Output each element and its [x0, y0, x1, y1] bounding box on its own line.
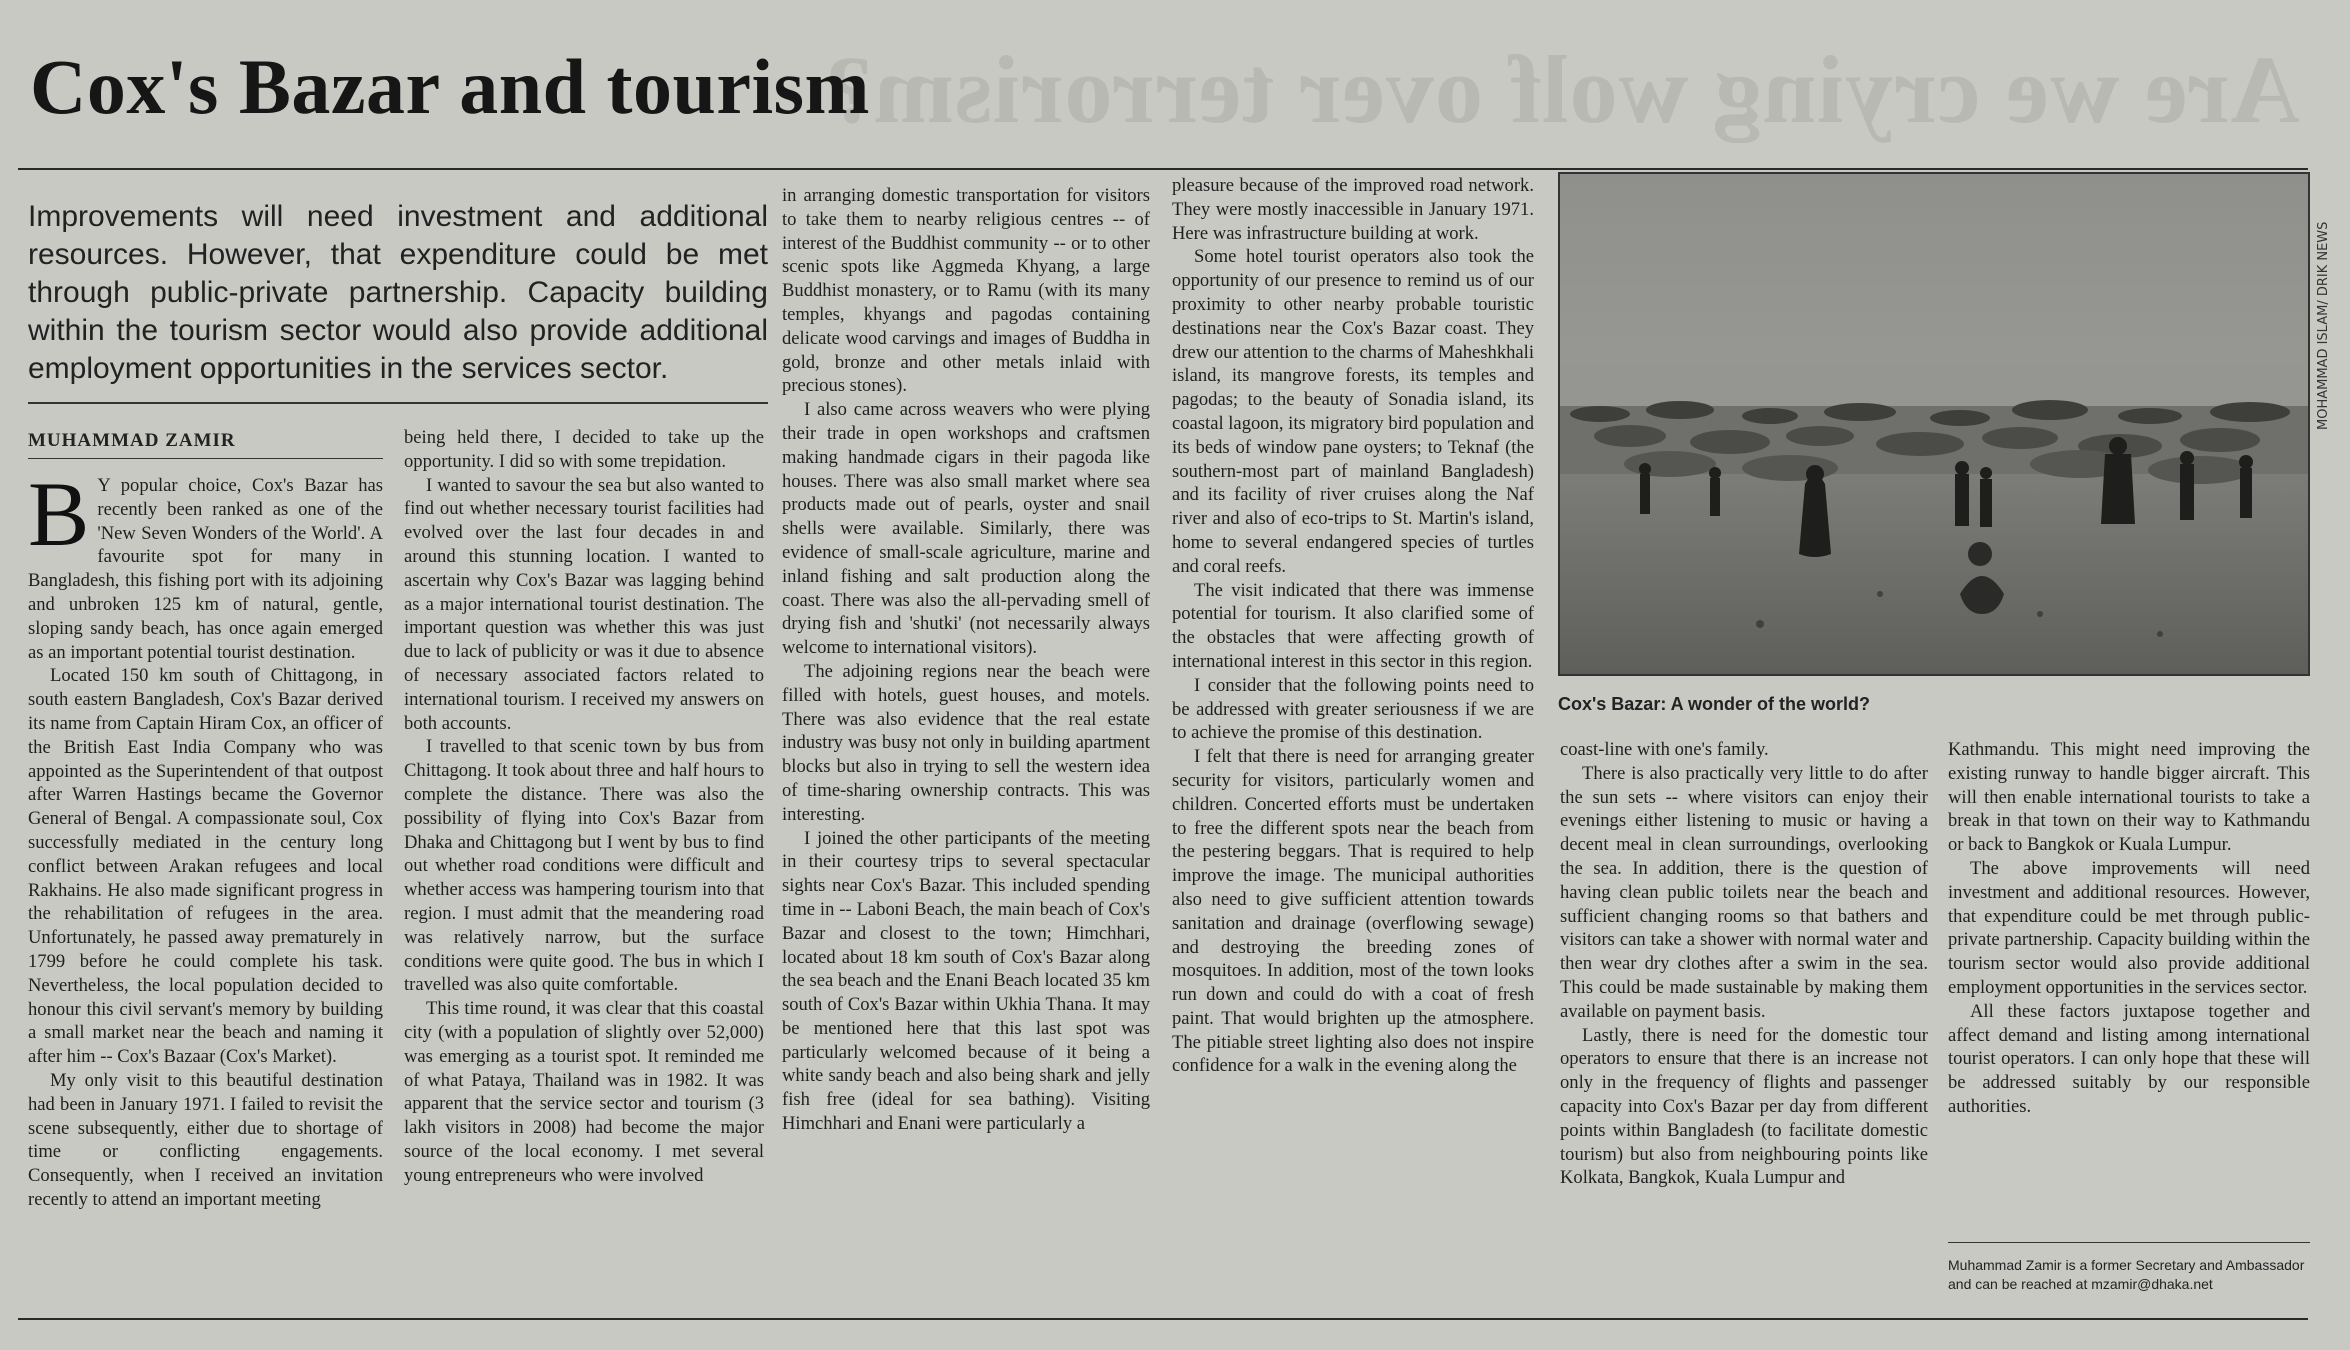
column-6: [1948, 738, 2310, 1230]
bio-rule: [1948, 1242, 2310, 1243]
paragraph: All these factors juxtapose together and affect demand and listing among international tourist operators. I can only hope that these will be addressed suitably by our responsible authorities.: [1948, 1000, 2310, 1117]
paragraph: My only visit to this beautiful destination had been in January 1971. I failed to revisit the scene subsequently, either due to shortage of time or conflicting engagements. Consequently, when I received an invitation recently to attend an important meeting: [28, 1069, 383, 1210]
author-bio: Muhammad Zamir is a former Secretary and Ambassador and can be reached at mzamir@dhaka.net: [1948, 1257, 2305, 1292]
column-3: [782, 184, 1150, 1306]
drop-cap: B: [28, 463, 90, 565]
paragraph: being held there, I decided to take up the opportunity. I did so with some trepidation.: [404, 427, 764, 472]
column-2: [404, 426, 764, 1306]
byline: MUHAMMAD ZAMIR: [28, 430, 236, 451]
paragraph: I wanted to savour the sea but also wanted to find out whether necessary tourist facilities had evolved over the last four decades in and around this stunning location. I wanted to ascertain why Cox's Bazar was lagging behind as a major international tourist destination. The important question was whether this was just due to lack of publicity or was it due to absence of necessary associated factors related to international tourism. I received my answers on both accounts.: [404, 474, 764, 734]
paragraph: The above improvements will need investment and additional resources. However, that expenditure could be met through public-private partnership. Capacity building within the tourism sector would also provide additional employment opportunities in the services sector.: [1948, 857, 2310, 998]
paragraph: The visit indicated that there was immense potential for tourism. It also clarified some of the obstacles that were affecting growth of international interest in this sector in this region.: [1172, 579, 1534, 672]
paragraph: Lastly, there is need for the domestic tour operators to ensure that there is an increase not only in the frequency of flights and passenger capacity into Cox's Bazar per day from different points within Bangladesh (to facilitate domestic tourism) but also from neighbouring points like Kolkata, Bangkok, Kuala Lumpur and: [1560, 1024, 1928, 1189]
paragraph: pleasure because of the improved road network. They were mostly inaccessible in January 1971. Here was infrastructure building at work.: [1172, 175, 1534, 244]
paragraph: I consider that the following points need to be addressed with greater seriousness if we are to achieve the promise of this destination.: [1172, 674, 1534, 744]
show-through-headline: Are we crying wolf over terrorism?: [823, 36, 2300, 143]
paragraph: I also came across weavers who were plying their trade in open workshops and craftsmen making handmade cigars in their pagoda like houses. There was also small market where sea products made out of pearls, oyster and snail shells were available. Similarly, there was evidence of small-scale agriculture, marine and inland fishing and salt production along the coast. There was also the all-pervading smell of drying fish and 'shutki' (not necessarily always welcome to international visitors).: [782, 399, 1150, 659]
photo-credit: MOHAMMAD ISLAM/ DRIK NEWS: [2316, 221, 2331, 430]
beach-scene-image: [1560, 174, 2308, 674]
paragraph: The adjoining regions near the beach were filled with hotels, guest houses, and motels. There was also evidence that the real estate industry was busy not only in building apartment blocks but also in trying to sell the western idea of time-sharing ownership contracts. This was interesting.: [782, 660, 1150, 825]
paragraph: Kathmandu. This might need improving the existing runway to handle bigger aircraft. This will then enable international tourists to take a break in that town on their way to Kathmandu or back to Bangkok or Kuala Lumpur.: [1948, 739, 2310, 856]
beach-photo: [1558, 172, 2310, 676]
paragraph: I joined the other participants of the meeting in their courtesy trips to several spectacular sights near Cox's Bazar. This included spending time in -- Laboni Beach, the main beach of Cox's Bazar and closest to the town; Himchhari, located about 18 km south of Cox's Bazar along the sea beach and the Enani Beach located 35 km south of Cox's Bazar within Ukhia Thana. It may be mentioned here that this last spot was particularly welcomed because of it being a white sandy beach and also being shark and jelly fish free (ideal for sea bathing). Visiting Himchhari and Enani were particularly a: [782, 827, 1150, 1135]
top-rule: [18, 168, 2308, 170]
byline-rule: [28, 458, 383, 459]
paragraph: coast-line with one's family.: [1560, 739, 1769, 760]
paragraph: I felt that there is need for arranging greater security for visitors, particularly women and children. Concerted efforts must be undertaken to free the different spots near the beach from the pestering beggars. That is required to help improve the image. The municipal authorities also need to give sufficient attention towards sanitation and drainage (overflowing sewage) and destroying the breeding zones of mosquitoes. In addition, most of the town looks run down and could do with a coat of fresh paint. That would brighten up the atmosphere. The pitiable street lighting also does not inspire confidence for a walk in the evening along the: [1172, 746, 1534, 1077]
paragraph: There is also practically very little to do after the sun sets -- where visitors can enjoy their evenings either listening to music or having a decent meal in clean surroundings, overlooking the sea. In addition, there is the question of having clean public toilets near the beach and sufficient changing rooms so that bathers and visitors can take a shower with normal water and then wear dry clothes after a swim in the sea. This could be made sustainable by making them available on payment basis.: [1560, 762, 1928, 1022]
paragraph: Located 150 km south of Chittagong, in south eastern Bangladesh, Cox's Bazar derived its name from Captain Hiram Cox, an officer of the British East India Company who was appointed as the Superintendent of that outpost after Warren Hastings became the Governor General of Bengal. A compassionate soul, Cox successfully mediated in the century long conflict between Arakan refugees and local Rakhains. He also made significant progress in the rehabilitation of refugees in the area. Unfortunately, he passed away prematurely in 1799 before he could complete his task. Nevertheless, the local population decided to honour this civil servant's memory by building a small market near the beach and naming it after him -- Cox's Bazaar (Cox's Market).: [28, 665, 383, 1068]
photo-caption: Cox's Bazar: A wonder of the world?: [1558, 694, 1870, 714]
paragraph: I travelled to that scenic town by bus from Chittagong. It took about three and half hours to complete the distance. There was also the possibility of flying into Cox's Bazar from Dhaka and Chittagong but I went by bus to find out whether road conditions were difficult and whether access was hampering tourism into that region. I must admit that the meandering road was relatively narrow, but the surface conditions were quite good. The bus in which I travelled was also quite comfortable.: [404, 736, 764, 996]
paragraph: in arranging domestic transportation for visitors to take them to nearby religious centres -- of interest of the Buddhist community -- or to other scenic spots like Aggmeda Khyang, a large Buddhist monastery, or to Ramu (with its many temples, khyangs and pagodas containing delicate wood carvings and images of Buddha in gold, bronze and other metals inlaid with precious stones).: [782, 185, 1150, 397]
deck-rule: [28, 402, 768, 404]
article-headline: Cox's Bazar and tourism: [30, 43, 870, 130]
paragraph: This time round, it was clear that this coastal city (with a population of slightly over 52,000) was emerging as a tourist spot. It reminded me of what Pataya, Thailand was in 1982. It was apparent that the service sector and tourism (3 lakh visitors in 2008) had become the major source of the local economy. I met several young entrepreneurs who were involved: [404, 998, 764, 1186]
article-deck: Improvements will need investment and additional resources. However, that expenditure could be met through public-private partnership. Capacity building within the tourism sector would also provide additional employment opportunities in the services sector.: [28, 200, 768, 385]
paragraph: Some hotel tourist operators also took the opportunity of our presence to remind us of our proximity to other nearby probable touristic destinations near the Cox's Bazar coast. They drew our attention to the charms of Maheshkhali island, its mangrove forests, its temples and pagodas; to the beauty of Sonadia island, its coastal lagoon, its migratory bird population and its beds of window pane oysters; to Teknaf (the southern-most part of mainland Bangladesh) and its facility of river cruises along the Naf river and also of eco-trips to St. Martin's island, home to several endangered species of turtles and coral reefs.: [1172, 246, 1534, 577]
bottom-rule: [18, 1318, 2308, 1320]
column-4: [1172, 174, 1534, 1077]
paragraph: B Y popular choice, Cox's Bazar has recently been ranked as one of the 'New Seven Wonders of the World'. A favourite spot for many in Bangladesh, this fishing port with its adjoining and unbroken 125 km of natural, gentle, sloping sandy beach, has once again emerged as an important potential tourist destination.: [28, 463, 383, 663]
column-1: [28, 463, 383, 1304]
column-5: [1560, 738, 1928, 1306]
